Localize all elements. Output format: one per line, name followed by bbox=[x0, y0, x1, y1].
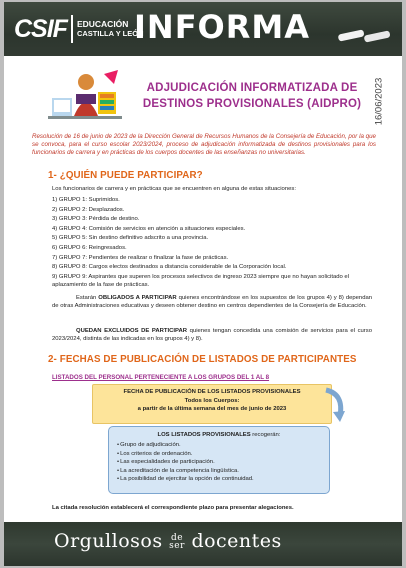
list-item: 6) GRUPO 6: Reingresados. bbox=[52, 244, 127, 251]
document-title bbox=[132, 80, 372, 112]
list-item: • Grupo de adjudicación. bbox=[117, 441, 321, 450]
teacher-illustration-icon bbox=[48, 68, 122, 122]
list-item: 4) GRUPO 4: Comisión de servicios en atención a situaciones especiales. bbox=[52, 225, 246, 232]
list-item: • La posibilidad de ejercitar la opción de continuidad. bbox=[117, 475, 321, 484]
list-item: 3) GRUPO 3: Pérdida de destino. bbox=[52, 216, 140, 223]
obligated-paragraph: Estarán OBLIGADOS A PARTICIPAR quienes encontrándose en los supuestos de los grupos 4) y 8) dependan de otras Administraciones educativas y deseen obtener destino en centros dependientes de la Consejería de Educación. bbox=[52, 295, 373, 310]
list-item: 5) GRUPO 5: Sin destino definitivo adscrito a una provincia. bbox=[52, 235, 209, 242]
yellow-line2: Todos los Cuerpos: bbox=[184, 397, 240, 404]
header-banner bbox=[4, 2, 402, 56]
list-item: • Los criterios de ordenación. bbox=[117, 450, 321, 459]
logo-line1: EDUCACIÓN bbox=[76, 19, 129, 29]
document-page bbox=[4, 2, 402, 566]
excluded-label: QUEDAN EXCLUIDOS DE PARTICIPAR bbox=[76, 328, 188, 334]
slogan-small: de ser bbox=[169, 533, 185, 551]
title-line2: DESTINOS PROVISIONALES (AIDPRO) bbox=[142, 98, 362, 110]
listings-subheading: LISTADOS DEL PERSONAL PERTENECIENTE A LOS GRUPOS DEL 1 AL 8 bbox=[52, 374, 270, 381]
obligated-label: OBLIGADOS A PARTICIPAR bbox=[98, 295, 177, 301]
yellow-line3: a partir de la última semana del mes de junio de 2023 bbox=[137, 406, 287, 413]
section2-heading: 2- FECHAS DE PUBLICACIÓN DE LISTADOS DE PARTICIPANTES bbox=[48, 354, 357, 365]
resolution-intro: Resolución de 16 de junio de 2023 de la Dirección General de Recursos Humanos de la Consejería de Educación, por la que se convoca, para el curso escolar 2023/2024, proceso de adjudicación informatizada de destinos provisionales para los funcionarios de carrera y en prácticas de los cuerpos docentes de las enseñanzas no universitarias. bbox=[32, 133, 376, 156]
list-item: 7) GRUPO 7: Pendientes de realizar o finalizar la fase de prácticas. bbox=[52, 254, 229, 261]
banner-title: INFORMA bbox=[134, 8, 310, 46]
excluded-paragraph: QUEDAN EXCLUIDOS DE PARTICIPAR quienes tengan concedida una comisión de servicios para el curso 2023/2024, distinta de las indicadas en los grupos 4) y 8). bbox=[52, 328, 372, 343]
curved-arrow-icon bbox=[322, 386, 346, 424]
list-item: 9) GRUPO 9: Aspirantes que superen los procesos selectivos de ingreso 2023 siempre que no hayan solicitado el aplazamiento de la fase de prácticas. bbox=[52, 273, 350, 289]
logo-wordmark: CSIF bbox=[14, 14, 67, 43]
chalk-icon bbox=[334, 26, 394, 44]
title-line1: ADJUDICACIÓN INFORMATIZADA DE bbox=[146, 82, 358, 94]
publication-date: 16/06/2023 bbox=[373, 77, 385, 126]
allegations-note: La citada resolución establecerá el correspondiente plazo para presentar alegaciones. bbox=[52, 505, 294, 511]
provisional-lists-items bbox=[117, 441, 321, 484]
list-item: • La acreditación de la competencia lingüística. bbox=[117, 467, 321, 476]
groups-list bbox=[52, 196, 372, 290]
logo-separator bbox=[71, 15, 73, 43]
footer-slogan: Orgullosos de ser docentes bbox=[54, 530, 282, 552]
list-item: • Las especialidades de participación. bbox=[117, 458, 321, 467]
publication-date-box bbox=[92, 384, 332, 424]
section1-heading: 1- ¿QUIÉN PUEDE PARTICIPAR? bbox=[48, 170, 203, 181]
blue-heading: LOS LISTADOS PROVISIONALES recogerán: bbox=[157, 432, 281, 438]
section1-lead: Los funcionarios de carrera y en prácticas que se encuentren en alguna de estas situaciones: bbox=[52, 186, 296, 192]
list-item: 1) GRUPO 1: Suprimidos. bbox=[52, 197, 120, 203]
provisional-lists-box bbox=[108, 426, 330, 494]
csif-logo bbox=[14, 12, 144, 46]
list-item: 2) GRUPO 2: Desplazados. bbox=[52, 206, 125, 213]
logo-line2: CASTILLA Y LEÓN bbox=[76, 29, 144, 38]
yellow-line1: FECHA DE PUBLICACIÓN DE LOS LISTADOS PROVISIONALES bbox=[123, 389, 301, 395]
list-item: 8) GRUPO 8: Cargos electos destinados a distancia considerable de la Corporación local. bbox=[52, 264, 287, 271]
